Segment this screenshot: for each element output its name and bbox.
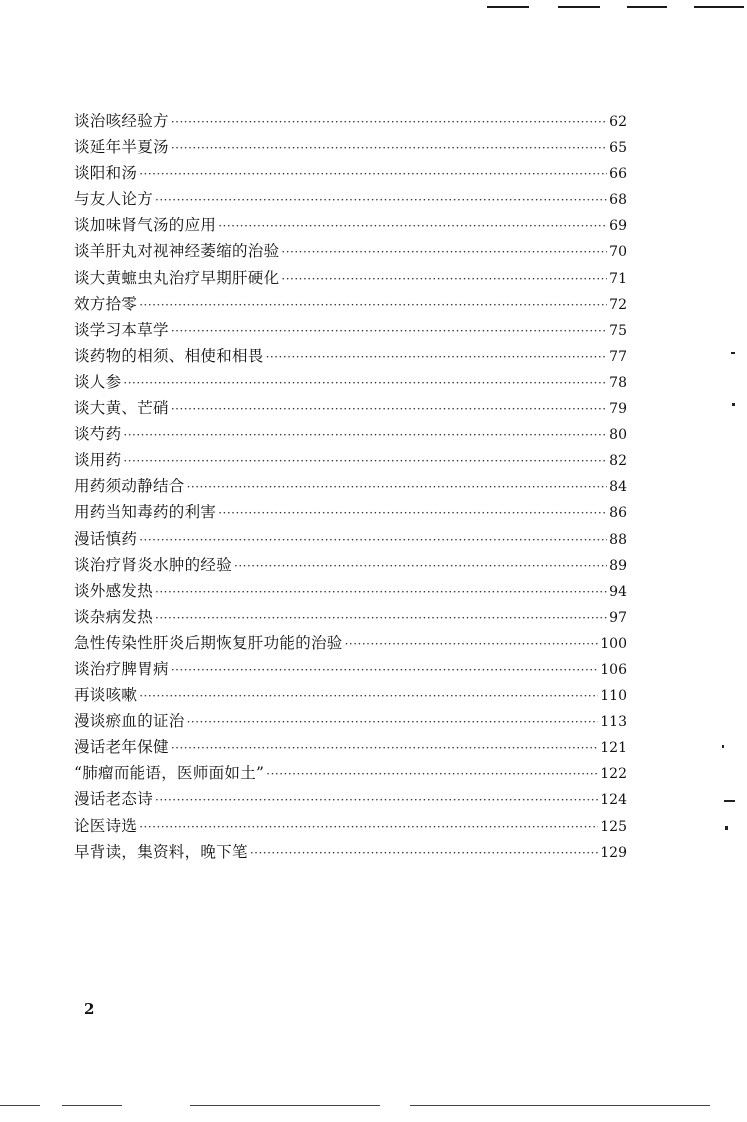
toc-entry[interactable]	[74, 291, 627, 317]
toc-entry[interactable]	[74, 473, 627, 499]
toc-page-number: 113	[600, 714, 627, 731]
toc-page-number: 88	[609, 531, 627, 548]
dot-leader	[155, 187, 607, 213]
toc-page-number: 80	[609, 427, 627, 444]
top-rule-3	[627, 6, 667, 8]
toc-entry[interactable]	[74, 552, 627, 578]
toc-page-number: 94	[609, 583, 627, 600]
toc-entry[interactable]	[74, 630, 627, 656]
toc-title: 谈治疗脾胃病	[74, 659, 169, 678]
toc-page-number: 65	[609, 140, 627, 157]
toc-entry[interactable]	[74, 578, 627, 604]
toc-title: 谈羊肝丸对视神经萎缩的治验	[74, 242, 280, 261]
toc-page-number: 71	[609, 270, 627, 287]
toc-page-number: 106	[600, 661, 627, 678]
toc-entry[interactable]	[74, 421, 627, 447]
dot-leader	[123, 422, 607, 448]
page-number: 2	[84, 1000, 95, 1018]
toc-title: 谈延年半夏汤	[74, 138, 169, 157]
toc-entry[interactable]	[74, 786, 627, 812]
toc-entry[interactable]	[74, 212, 627, 238]
bottom-rule	[410, 1105, 710, 1106]
top-rule-4	[694, 6, 744, 8]
dot-leader	[281, 239, 607, 265]
top-rule-1	[487, 6, 529, 8]
toc-page-number: 78	[609, 374, 627, 391]
toc-page-number: 79	[609, 401, 627, 418]
toc-page-number: 66	[609, 166, 627, 183]
toc-entry[interactable]	[74, 447, 627, 473]
toc-entry[interactable]	[74, 526, 627, 552]
toc-title: 漫谈瘀血的证治	[74, 712, 185, 731]
margin-mark	[731, 352, 735, 354]
dot-leader	[281, 266, 607, 292]
toc-title: 谈大黄、芒硝	[74, 399, 169, 418]
toc-title: 谈学习本草学	[74, 320, 169, 339]
toc-entry[interactable]	[74, 238, 627, 264]
dot-leader	[171, 109, 607, 135]
dot-leader	[345, 631, 599, 657]
dot-leader	[139, 683, 598, 709]
toc-entry[interactable]	[74, 369, 627, 395]
toc-entry[interactable]	[74, 813, 627, 839]
toc-page-number: 69	[609, 218, 627, 235]
toc-page-number: 89	[609, 557, 627, 574]
dot-leader	[139, 814, 598, 840]
toc-page-number: 84	[609, 479, 627, 496]
dot-leader	[266, 344, 608, 370]
dot-leader	[139, 292, 607, 318]
toc-page-number: 68	[609, 192, 627, 209]
toc-page-number: 86	[609, 505, 627, 522]
toc-entry[interactable]	[74, 265, 627, 291]
toc-page-number: 124	[600, 792, 627, 809]
toc-page-number: 121	[600, 740, 627, 757]
top-rule-2	[558, 6, 600, 8]
toc-page-number: 122	[600, 766, 627, 783]
toc-page-number: 129	[600, 844, 627, 861]
toc-page-number: 75	[609, 322, 627, 339]
margin-mark	[724, 800, 735, 802]
margin-mark	[725, 826, 728, 830]
dot-leader	[139, 527, 607, 553]
toc-page-number: 70	[609, 244, 627, 261]
toc-page-number: 62	[609, 114, 627, 130]
toc-entry[interactable]	[74, 134, 627, 160]
toc-entry[interactable]	[74, 108, 627, 134]
dot-leader	[234, 553, 607, 579]
toc-entry[interactable]	[74, 708, 627, 734]
toc-title: “肺瘤而能语，医师面如土”	[74, 764, 265, 783]
toc-page-number: 97	[609, 609, 627, 626]
toc-title: 谈药物的相须、相使和相畏	[74, 346, 264, 365]
dot-leader	[250, 840, 598, 866]
dot-leader	[123, 448, 607, 474]
dot-leader	[155, 605, 607, 631]
toc-title: 早背读，集资料，晚下笔	[74, 842, 248, 861]
toc-page-number: 110	[600, 688, 627, 705]
toc-title: 谈芍药	[74, 425, 122, 444]
toc-entry[interactable]	[74, 317, 627, 343]
margin-mark	[732, 403, 735, 406]
toc-title: 与友人论方	[74, 190, 154, 209]
toc-title: 用药须动静结合	[74, 477, 185, 496]
toc-title: 谈阳和汤	[74, 164, 138, 183]
toc-entry[interactable]	[74, 160, 627, 186]
toc-title: 用药当知毒药的利害	[74, 503, 217, 522]
bottom-rule	[190, 1105, 380, 1106]
toc-entry[interactable]	[74, 186, 627, 212]
toc-title: 效方拾零	[74, 294, 138, 313]
table-of-contents	[74, 108, 627, 865]
toc-title: 谈加味肾气汤的应用	[74, 216, 217, 235]
bottom-rule	[0, 1105, 40, 1106]
toc-title: 论医诗选	[74, 816, 138, 835]
dot-leader	[139, 161, 607, 187]
dot-leader	[218, 500, 607, 526]
toc-entry[interactable]	[74, 343, 627, 369]
dot-leader	[171, 657, 598, 683]
dot-leader	[171, 135, 607, 161]
dot-leader	[218, 213, 607, 239]
toc-title: 谈外感发热	[74, 581, 154, 600]
dot-leader	[123, 370, 607, 396]
dot-leader	[187, 474, 608, 500]
toc-entry[interactable]	[74, 734, 627, 760]
toc-entry[interactable]	[74, 760, 627, 786]
toc-title: 谈大黄蟅虫丸治疗早期肝硬化	[74, 268, 280, 287]
toc-title: 漫话老年保健	[74, 738, 169, 757]
dot-leader	[155, 787, 598, 813]
toc-title: 谈杂病发热	[74, 607, 154, 626]
toc-entry[interactable]	[74, 839, 627, 865]
toc-page-number: 125	[600, 818, 627, 835]
toc-page-number: 82	[609, 453, 627, 470]
dot-leader	[171, 318, 607, 344]
dot-leader	[171, 735, 598, 761]
toc-entry[interactable]	[74, 656, 627, 682]
toc-entry[interactable]	[74, 499, 627, 525]
toc-title: 谈人参	[74, 372, 122, 391]
toc-entry[interactable]	[74, 395, 627, 421]
toc-title: 漫话老态诗	[74, 790, 154, 809]
toc-page-number: 72	[609, 296, 627, 313]
toc-title: 漫话慎药	[74, 529, 138, 548]
toc-title: 再谈咳嗽	[74, 686, 138, 705]
margin-mark	[722, 745, 724, 748]
toc-title: 谈用药	[74, 451, 122, 470]
dot-leader	[187, 709, 599, 735]
dot-leader	[155, 579, 607, 605]
toc-title: 谈治疗肾炎水肿的经验	[74, 555, 233, 574]
dot-leader	[171, 396, 607, 422]
dot-leader	[266, 761, 598, 787]
toc-page-number: 100	[600, 635, 627, 652]
toc-entry[interactable]	[74, 682, 627, 708]
toc-title: 急性传染性肝炎后期恢复肝功能的治验	[74, 633, 343, 652]
bottom-rule	[62, 1105, 122, 1106]
toc-page-number: 77	[609, 348, 627, 365]
toc-entry[interactable]	[74, 604, 627, 630]
toc-title: 谈治咳经验方	[74, 112, 169, 130]
